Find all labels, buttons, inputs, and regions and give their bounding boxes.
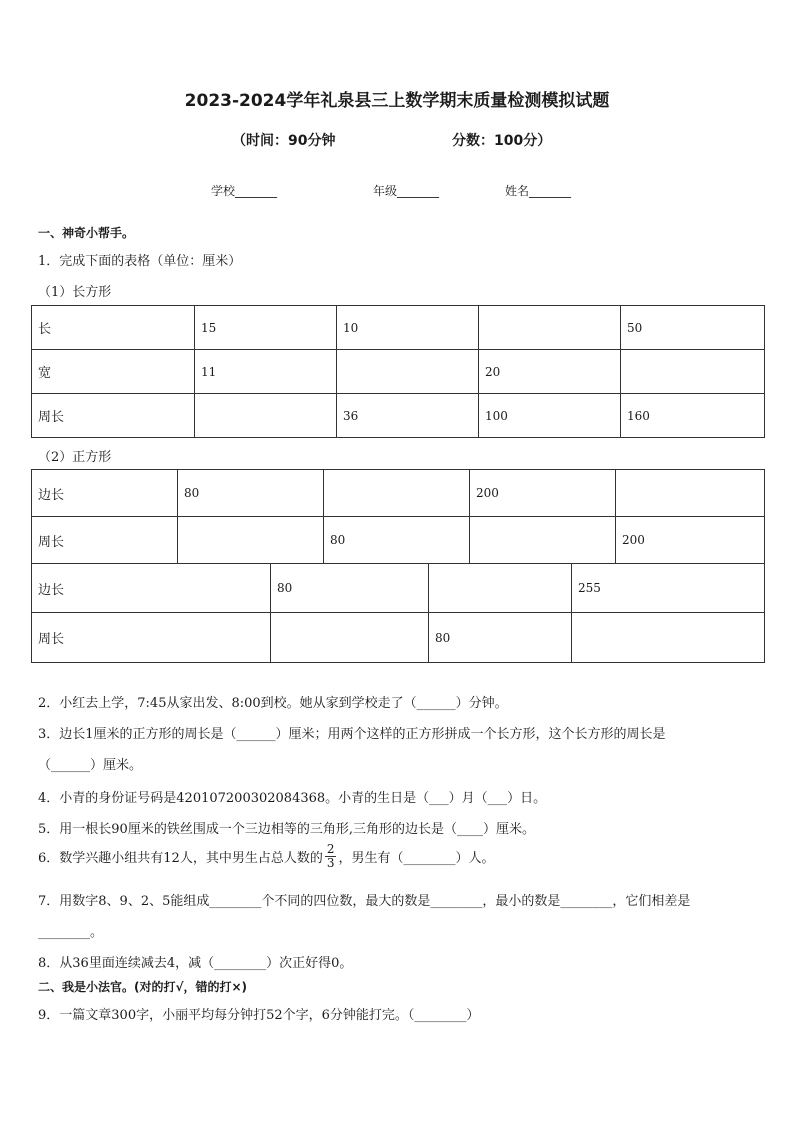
question-6 [38,843,494,870]
question-3-continued: （______）厘米。 [38,758,143,773]
answer-cell[interactable] [195,394,337,438]
table-cell: 边长 [32,564,271,613]
table-row [32,350,765,394]
section-1-heading: 一、神奇小帮手。 [38,226,135,240]
question-7: 7．用数字8、9、2、5能组成________个不同的四位数，最大的数是________，最小的数是________，它们相差是 [38,894,691,909]
table-cell: 20 [479,350,621,394]
table-cell: 50 [621,306,765,350]
table-cell: 160 [621,394,765,438]
question-5: 5．用一根长90厘米的铁丝围成一个三边相等的三角形,三角形的边长是（____）厘米。 [38,822,535,837]
question-1: 1．完成下面的表格（单位：厘米） [38,254,242,269]
question-8: 8．从36里面连续减去4，减（________）次正好得0。 [38,956,353,971]
page-title: 2023-2024学年礼泉县三上数学期末质量检测模拟试题 [184,91,610,111]
question-9: 9．一篇文章300字，小丽平均每分钟打52个字，6分钟能打完。（________） [38,1008,480,1023]
fraction [325,843,337,870]
table-cell: 80 [271,564,429,613]
table-row [32,470,765,517]
answer-cell[interactable] [479,306,621,350]
table-cell: 边长 [32,470,178,517]
table-cell: 长 [32,306,195,350]
table-cell: 宽 [32,350,195,394]
fraction-denominator: 3 [326,856,335,870]
table-row [32,613,765,663]
fraction-numerator: 2 [326,842,335,856]
table-cell: 80 [178,470,324,517]
question-3: 3．边长1厘米的正方形的周长是（______）厘米；用两个这样的正方形拼成一个长方形，这个长方形的周长是 [38,727,666,742]
question-2: 2．小红去上学，7:45从家出发、8:00到校。她从家到学校走了（______）分钟。 [38,696,508,711]
table-row [32,394,765,438]
table-cell: 80 [324,517,470,564]
rectangle-label: （1）长方形 [38,285,112,300]
question-6-text: 6．数学兴趣小组共有12人，其中男生占总人数的 [38,851,323,866]
table-cell: 255 [572,564,765,613]
answer-cell[interactable] [621,350,765,394]
square-table-b [31,563,765,663]
table-cell: 周长 [32,394,195,438]
question-6-answer: ，男生有（________）人。 [338,851,495,866]
section-2-heading: 二、我是小法官。(对的打√，错的打×) [38,980,248,994]
answer-cell[interactable] [337,350,479,394]
answer-cell[interactable] [324,470,470,517]
table-row [32,564,765,613]
table-cell: 10 [337,306,479,350]
question-7-continued: ________。 [38,925,104,940]
answer-cell[interactable] [572,613,765,663]
table-cell: 周长 [32,613,271,663]
square-table-a [31,469,765,564]
answer-cell[interactable] [470,517,616,564]
school-field[interactable]: 学校_______ [211,184,278,198]
table-cell: 36 [337,394,479,438]
grade-field[interactable]: 年级_______ [373,184,440,198]
table-cell: 15 [195,306,337,350]
answer-cell[interactable] [429,564,572,613]
answer-cell[interactable] [271,613,429,663]
table-cell: 100 [479,394,621,438]
table-row [32,517,765,564]
table-row [32,306,765,350]
answer-cell[interactable] [178,517,324,564]
table-cell: 200 [470,470,616,517]
table-cell: 11 [195,350,337,394]
table-cell: 周长 [32,517,178,564]
table-cell: 200 [616,517,765,564]
exam-time: （时间：90分钟 [232,133,336,149]
question-4: 4．小青的身份证号码是420107200302084368。小青的生日是（___）月（___）日。 [38,791,547,806]
table-cell: 80 [429,613,572,663]
square-label: （2）正方形 [38,450,112,465]
exam-score: 分数：100分） [452,133,552,149]
name-field[interactable]: 姓名_______ [505,184,572,198]
answer-cell[interactable] [616,470,765,517]
rectangle-table [31,305,765,438]
